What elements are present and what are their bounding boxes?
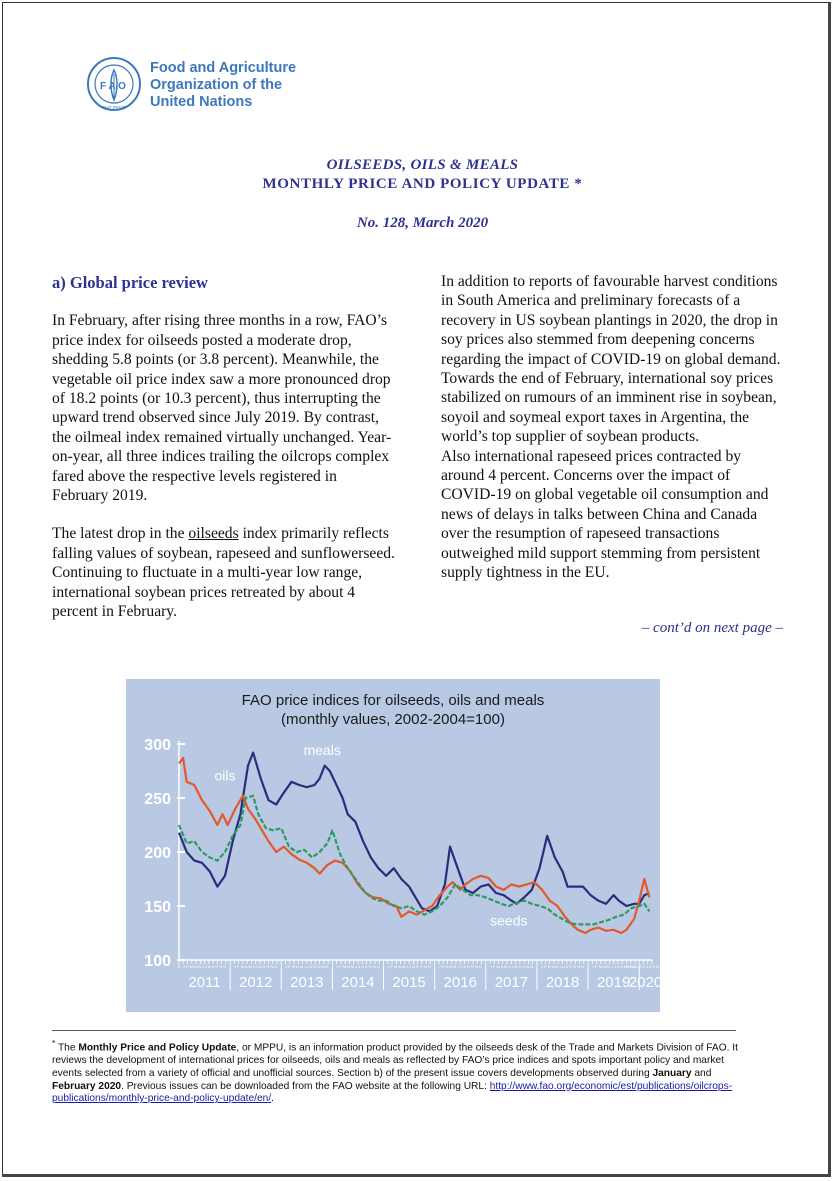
x-year-label-2018: 2018	[545, 974, 580, 991]
series-label-meals: meals	[303, 741, 341, 758]
month-letters-2013: J F M A M J J A S O N D	[285, 964, 329, 969]
y-tick-label-250: 250	[144, 791, 171, 808]
chart-title: FAO price indices for oilseeds, oils and meals	[241, 692, 545, 709]
month-letters-2014: J F M A M J J A S O N D	[336, 964, 380, 969]
x-year-label-2017: 2017	[494, 974, 529, 991]
month-letters-2012: J F M A M J J A S O N D	[234, 964, 278, 969]
month-letters-2011: J F M A M J J A S O N D	[182, 964, 227, 969]
fn-text-2: , or MPPU, is an information product provided by the oilseeds desk of the Trade and Markets Division of FAO. It reviews the development of international prices for oilseeds, oils and meals as reflected by FAO’s price indices and spots important policy and market events selected from a variety of official and unofficial sources. Section b) of the present issue covers developments observed during	[52, 1042, 738, 1079]
continued-note: – cont’d on next page –	[641, 620, 783, 636]
x-year-label-2019: 2019	[596, 974, 631, 991]
price-index-chart	[126, 679, 668, 1012]
org-line-2: Organization of the	[150, 77, 283, 93]
month-letters-2020: J F M A M J J A S O N D	[623, 964, 668, 969]
footnote-rule	[52, 1030, 736, 1031]
para2-post: index primarily reflects falling values of soybean, rapeseed and sunflowerseed. Continuing to fluctuate in a multi-year low range, international soybean prices retreated by about 4 percent in February.	[52, 525, 395, 621]
month-letters-2018: J F M A M J J A S O N D	[540, 964, 585, 969]
fao-url-link[interactable]: http://www.fao.org/economic/est/publications/oilcrops-publications/monthly-price-and-policy-update/en/	[52, 1080, 733, 1105]
org-line-3: United Nations	[150, 94, 253, 110]
footnote	[52, 1037, 742, 1106]
right-paragraph-1: In addition to reports of favourable harvest conditions in South America and preliminary forecasts of a recovery in US soybean plantings in 2020, the drop in soy prices also stemmed from deepening concerns regarding the impact of COVID-19 on global demand. Towards the end of February, international soy prices stabilized on rumours of an imminent rise in soybean, soyoil and soymeal export taxes in Argentina, the world’s top supplier of soybean products.	[441, 273, 781, 446]
right-paragraph-2: Also international rapeseed prices contracted by around 4 percent. Concerns over the impact of COVID-19 on global vegetable oil consumption and news of delays in talks between China and Canada over the resumption of rapeseed transactions outweighed mild support stemming from persistent supply tightness in the EU.	[441, 447, 769, 582]
chart-subtitle: (monthly values, 2002-2004=100)	[281, 711, 505, 728]
series-line-oils	[179, 758, 649, 933]
left-paragraph-2	[52, 524, 397, 621]
y-tick-label-200: 200	[144, 845, 171, 862]
organization-name	[150, 60, 296, 111]
oilseeds-link: oilseeds	[188, 525, 239, 543]
series-label-oils: oils	[214, 767, 236, 784]
report-title: OILSEEDS, OILS & MEALS	[326, 157, 519, 173]
chart-svg	[126, 679, 668, 1012]
report-subtitle: MONTHLY PRICE AND POLICY UPDATE *	[262, 176, 583, 192]
x-year-label-2015: 2015	[392, 974, 426, 991]
fn-bold-3: February 2020	[52, 1080, 122, 1092]
x-year-label-2016: 2016	[443, 974, 477, 991]
x-year-label-2020: 2020	[628, 974, 663, 991]
issue-number: No. 128, March 2020	[356, 215, 489, 231]
section-heading: a) Global price review	[52, 273, 208, 292]
left-paragraph-1: In February, after rising three months in a row, FAO’s price index for oilseeds posted a moderate drop, shedding 5.8 points (or 3.8 percent). Meanwhile, the vegetable oil price index saw a more pronounced drop of 18.2 points (or 10.3 percent), thus interrupting the upward trend observed since July 2019. By contrast, the oilmeal index remained virtually unchanged. Year-on-year, all three indices trailing the oilcrops complex fared above the respective levels registered in February 2019.	[52, 312, 392, 505]
org-line-1: Food and Agriculture	[150, 60, 297, 76]
logo-motto: FIAT PANIS	[102, 105, 126, 110]
fao-logo	[86, 56, 142, 112]
y-tick-label-300: 300	[144, 737, 171, 754]
series-line-meals	[179, 753, 649, 912]
fn-bold-2: January	[652, 1067, 692, 1079]
month-letters-2016: J F M A M J J A S O N D	[438, 964, 482, 969]
month-letters-2019: J F M A M J J A S O N D	[591, 964, 636, 969]
x-year-label-2012: 2012	[239, 974, 273, 991]
month-letters-2017: J F M A M J J A S O N D	[489, 964, 534, 969]
left-column	[52, 273, 397, 622]
logo-letter-f: F A O	[100, 81, 126, 92]
y-tick-label-100: 100	[144, 953, 171, 970]
fn-text-3: and	[691, 1067, 712, 1079]
series-label-seeds: seeds	[490, 912, 528, 929]
fn-text-5: .	[271, 1093, 274, 1105]
month-letters-2015: J F M A M J J A S O N D	[387, 964, 431, 969]
fn-text-4: . Previous issues can be downloaded from the FAO website at the following URL:	[121, 1080, 490, 1092]
x-year-label-2013: 2013	[290, 974, 324, 991]
fn-text-1: The	[55, 1042, 79, 1054]
series-line-seeds	[179, 796, 649, 925]
y-tick-label-150: 150	[144, 899, 171, 916]
para2-pre: The latest drop in the	[52, 525, 189, 543]
footnote-star: *	[52, 1038, 56, 1048]
x-year-label-2011: 2011	[188, 974, 221, 991]
x-year-label-2014: 2014	[341, 974, 375, 991]
fn-bold-1: Monthly Price and Policy Update	[78, 1042, 237, 1054]
right-column	[441, 272, 786, 583]
